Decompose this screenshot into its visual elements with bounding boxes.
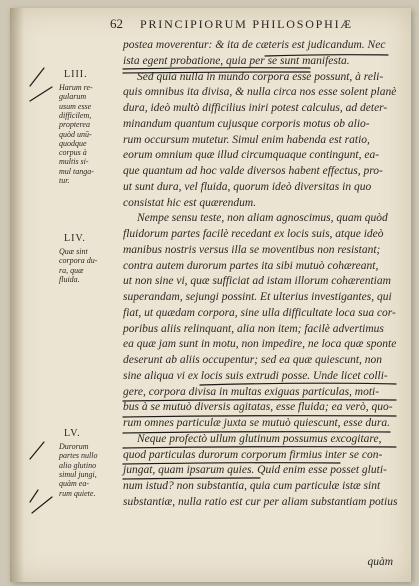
text-line: rum occursum mutetur. Simul enim habenda est ratio, [123,133,370,146]
margin-heading: LIV. [64,233,86,244]
margin-note-line: corpus à [59,148,87,158]
margin-note-line: ra, quæ [59,265,84,275]
text-line: quis omnibus ita divisa, & nulla circa nos esse solent planè [123,86,397,99]
margin-mark [30,490,38,502]
margin-note-line: propterea [59,120,90,130]
catchword: quàm [367,556,393,568]
text-line: sine aliqua vi ex locis suis extrudi posse. Unde licet colli- [123,369,388,382]
margin-mark [32,497,52,513]
text-line: num istud? non substantia, quia cum particulæ istæ sint [123,480,381,492]
text-line: deserunt ab aliis occupentur; sed ea quæ quiescunt, non [123,354,383,366]
margin-note-line: quòd unū- [59,129,92,139]
margin-note-line: Durorum [59,442,89,451]
margin-note-line: Quæ sint [59,247,88,256]
text-line: ista egent probatione, quia per se sunt manifesta. [123,54,350,67]
text-line: Nempe sensu teste, non aliam agnoscimus, quam quòd [137,212,388,225]
margin-heading: LV. [64,428,81,439]
text-line: quod particulas durorum corporum firmius inter se con- [123,448,383,461]
margin-note-line: fluida. [59,274,80,284]
text-line: eorum omnium quæ illud circumquaque contingunt, ea- [123,149,380,162]
margin-note-line: partes nullo [59,451,98,461]
margin-note-line: tur. [59,176,70,185]
margin-heading: LIII. [64,69,88,80]
text-line: superandam, sejungi possint. Et ulterius investigantes, qui [123,291,392,303]
text-line: ea quæ jam sunt in motu, non impedire, ne loca quæ sponte [123,338,397,351]
margin-note-line: usum esse [59,101,92,111]
margin-note-line: Harum re- [59,83,93,92]
text-line: minandum quantum cujusque corporis motus ob alio- [123,117,370,130]
book-page [10,8,411,582]
text-line: bus à se mutuò diversis agitatas, esse fluida; ea verò, quo- [123,401,393,414]
text-line: poribus aliis relinquant, alia non item; facilè advertimus [123,322,384,335]
margin-note-line: alio glutino [59,460,97,470]
text-line: Neque profectò ullum glutinum possumus excogitare, [137,432,382,445]
text-line: que quantum ad hoc valde diversos habent effectus, pro- [123,165,383,177]
margin-note-line: simul jungi, [59,469,97,479]
margin-mark [30,68,44,86]
text-line: rum omnes particulæ juxta se mutuò quiescunt, esse dura. [123,417,391,429]
text-line: jungat, quam ipsarum quies. Quid enim esse posset gluti- [123,464,387,477]
running-title: PRINCIPIORUM PHILOSOPHIÆ [140,17,353,31]
text-line: postea moverentur: & ita de cæteris est judicandum. Nec [123,39,386,51]
margin-note-line: rum quiete. [59,488,96,498]
margin-note-line: quàm ea- [59,479,89,489]
text-line: substantiæ, nulla ratio est cur per aliam substantiam potius [123,495,398,508]
margin-mark [30,87,52,101]
text-line: contra autem durorum partes ita sibi mutuò cohæreant, [123,259,379,272]
margin-note-line: mul tanga- [59,166,94,176]
page-gutter-shadow [10,8,24,582]
text-line: dura, ideò multò difficilius iniri potest calculus, ad deter- [123,102,388,114]
text-line: Sed quia nulla in mundo corpora esse possunt, à reli- [137,70,384,83]
page-header [110,16,400,38]
text-line: ut sunt dura, vel fluida, quorum ideò diversitas in quo [123,180,372,193]
text-line: fluidorum partes facilè recedant ex locis suis, atque ideò [123,228,384,240]
page-number: 62 [110,16,123,31]
text-line: consistat hic est quærendum. [123,196,257,209]
margin-note-line: corpora du- [59,256,98,266]
margin-note-line: gularum [59,92,87,102]
margin-note-line: difficilem, [59,110,92,120]
text-line: ut non sine vi, quæ sufficiat ad istam illorum cohærentiam [123,275,391,288]
margin-note-line: multis si- [59,157,89,167]
text-line: manibus nostris versus illa se moventibus non resistant; [123,243,381,256]
text-line: gere, corpora divisa in multas exiguas particulas, moti- [123,385,380,398]
margin-mark [30,442,44,459]
text-line: fiat, ut quædam corpora, sine ulla difficultate loca sua cor- [123,306,396,319]
margin-note-line: quodque [59,138,87,148]
